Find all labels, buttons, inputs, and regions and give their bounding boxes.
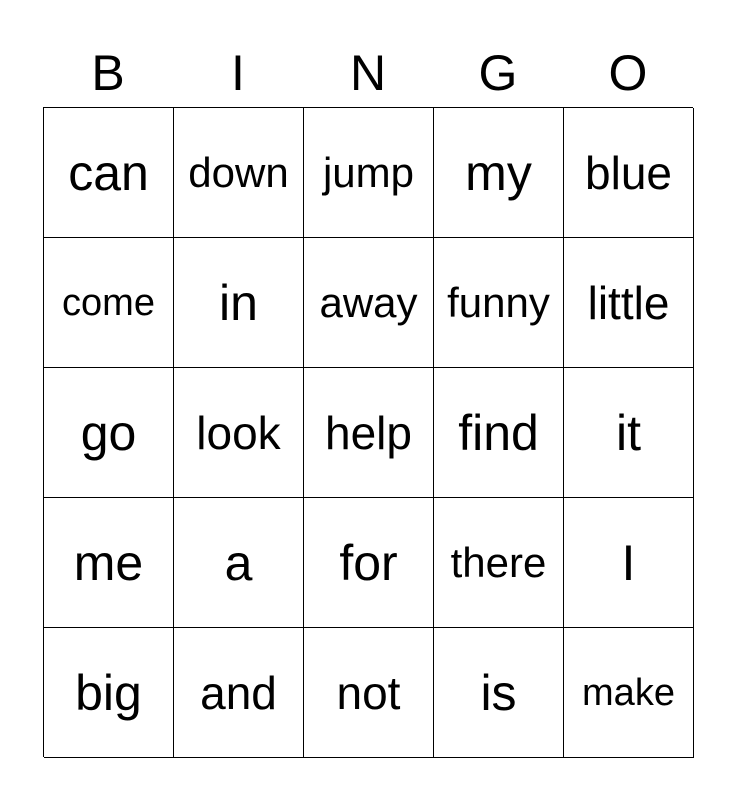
bingo-cell [174,238,304,368]
cell-word: big [75,664,142,721]
bingo-cell [174,368,304,498]
bingo-cell [564,628,694,758]
cell-word: little [587,276,670,329]
cell-word: blue [585,146,672,199]
bingo-cell [434,108,564,238]
header-letter-n: N [349,45,387,101]
bingo-cell [304,628,434,758]
bingo-cell [564,498,694,628]
cell-word: go [80,404,137,461]
cell-word: my [465,144,532,201]
cell-word: in [219,274,258,331]
cell-word: find [458,404,539,461]
bingo-cell [304,498,434,628]
header-letter-o: O [608,45,648,101]
bingo-cell [564,108,694,238]
bingo-cell [44,628,174,758]
cell-word: help [325,406,412,459]
header-letter-b: B [91,45,125,101]
bingo-cell [564,368,694,498]
bingo-cell [44,108,174,238]
header-letter-g: G [478,45,518,101]
cell-word: can [68,144,149,201]
bingo-header [43,40,693,106]
cell-word: not [336,666,401,719]
bingo-cell [174,108,304,238]
bingo-cell [434,368,564,498]
cell-word: funny [447,278,550,326]
bingo-cell [44,368,174,498]
cell-word: there [450,538,547,586]
cell-word: is [480,664,517,721]
header-letter-i: I [231,45,245,101]
bingo-cell [44,238,174,368]
cell-word: make [582,671,675,714]
bingo-cell [174,628,304,758]
cell-word: and [200,666,277,719]
bingo-cell [434,498,564,628]
bingo-cell [304,108,434,238]
cell-word: a [224,534,253,591]
bingo-cell [564,238,694,368]
cell-word: come [62,281,155,324]
bingo-grid [43,107,693,757]
cell-word: it [616,404,641,461]
bingo-cell [304,238,434,368]
bingo-cell [304,368,434,498]
cell-word: away [319,278,418,326]
cell-word: I [621,534,636,591]
cell-word: down [188,148,289,196]
cell-word: look [196,406,281,459]
cell-word: for [339,534,398,591]
cell-word: jump [322,148,415,196]
bingo-cell [44,498,174,628]
cell-word: me [73,534,144,591]
bingo-cell [434,238,564,368]
bingo-cell [434,628,564,758]
bingo-cell [174,498,304,628]
